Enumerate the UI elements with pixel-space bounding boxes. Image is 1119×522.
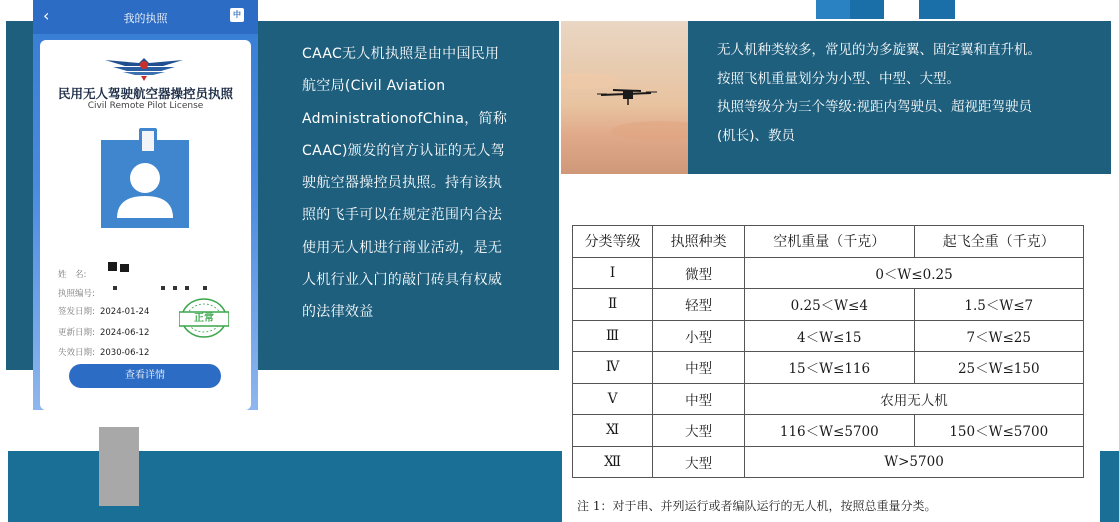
redacted-number xyxy=(161,286,165,290)
table-cell: 微型 xyxy=(653,257,745,289)
intro-line: 的法律效益 xyxy=(302,304,374,321)
redacted-number xyxy=(113,286,117,290)
field-value: 2030-06-12 xyxy=(99,348,150,358)
field-value: 2024-01-24 xyxy=(99,307,150,317)
table-cell: 0.25＜W≤4 xyxy=(745,289,914,321)
table-header-row xyxy=(573,226,1084,258)
field-name xyxy=(58,262,86,281)
license-title: 民用无人驾驶航空器操控员执照 xyxy=(57,86,233,101)
table-cell: 15＜W≤116 xyxy=(745,352,914,384)
intro-line: 使用无人机进行商业活动，是无 xyxy=(302,239,503,256)
table-row xyxy=(573,257,1084,289)
license-subtitle: Civil Remote Pilot License xyxy=(87,101,204,111)
info-line: (机长)、教员 xyxy=(717,127,796,144)
field-label: 失效日期: xyxy=(58,348,95,358)
intro-line: 航空局(Civil Aviation xyxy=(302,78,446,95)
view-details-button[interactable]: 查看详情 xyxy=(69,364,221,388)
table-cell: 中型 xyxy=(653,352,745,384)
table-cell: Ⅱ xyxy=(573,289,653,321)
intro-line: AdministrationofChina，简称 xyxy=(302,110,508,127)
table-cell: 农用无人机 xyxy=(745,383,1084,415)
table-cell: 中型 xyxy=(653,383,745,415)
table-cell: 轻型 xyxy=(653,289,745,321)
intro-paragraph xyxy=(302,38,542,329)
table-cell: 1.5＜W≤7 xyxy=(914,289,1083,321)
table-cell: 116＜W≤5700 xyxy=(745,415,914,447)
intro-line: 人机行业入门的敲门砖具有权威 xyxy=(302,272,503,289)
language-icon[interactable]: 中 xyxy=(230,8,244,22)
table-footnote: 注 1：对于串、并列运行或者编队运行的无人机，按照总重量分类。 xyxy=(577,499,937,513)
table-cell: 150＜W≤5700 xyxy=(914,415,1083,447)
table-cell: Ⅺ xyxy=(573,415,653,447)
info-line: 无人机种类较多，常见的为多旋翼、固定翼和直升机。 xyxy=(717,42,1041,58)
table-row xyxy=(573,383,1084,415)
table-cell: 大型 xyxy=(653,446,745,478)
decor-square xyxy=(816,0,884,19)
table-cell: 大型 xyxy=(653,415,745,447)
background-band-bottom-right xyxy=(1100,451,1119,522)
drone-photo xyxy=(561,21,688,174)
table-cell: 7＜W≤25 xyxy=(914,320,1083,352)
table-cell: 25＜W≤150 xyxy=(914,352,1083,384)
table-row xyxy=(573,320,1084,352)
redacted-number xyxy=(173,286,177,290)
table-cell: 0＜W≤0.25 xyxy=(745,257,1084,289)
field-expiry-date xyxy=(58,340,149,359)
table-cell: W>5700 xyxy=(745,446,1084,478)
table-cell: Ⅻ xyxy=(573,446,653,478)
info-line: 执照等级分为三个等级:视距内驾驶员、超视距驾驶员 xyxy=(717,99,1033,115)
back-icon[interactable]: ‹ xyxy=(43,6,50,25)
field-label: 执照编号: xyxy=(58,289,95,299)
phone-header xyxy=(33,0,258,34)
table-cell: Ⅳ xyxy=(573,352,653,384)
table-row xyxy=(573,289,1084,321)
table-row xyxy=(573,446,1084,478)
table-header: 执照种类 xyxy=(653,226,745,258)
drone-info-text xyxy=(717,36,1102,150)
caac-wings-logo-icon xyxy=(103,54,185,82)
table-header: 分类等级 xyxy=(573,226,653,258)
field-label: 姓 名: xyxy=(58,270,87,280)
phone-page-title: 我的执照 xyxy=(123,12,168,25)
phone-screenshot xyxy=(33,0,258,410)
table-row xyxy=(573,415,1084,447)
badge-clip xyxy=(139,128,157,154)
intro-line: CAAC无人机执照是由中国民用 xyxy=(302,46,500,62)
field-value: 2024-06-12 xyxy=(99,328,150,338)
table-cell: Ⅴ xyxy=(573,383,653,415)
intro-line: CAAC)颁发的官方认证的无人驾 xyxy=(302,142,506,159)
table-header: 起飞全重（千克） xyxy=(914,226,1083,258)
intro-line: 驶航空器操控员执照。持有该执 xyxy=(302,175,503,192)
status-badge: 正常 xyxy=(194,313,214,324)
status-stamp xyxy=(179,296,229,340)
grey-block xyxy=(99,427,139,506)
field-update-date xyxy=(58,320,149,339)
table-row xyxy=(573,352,1084,384)
decor-square xyxy=(919,0,955,19)
redacted-name xyxy=(120,264,129,272)
field-label: 更新日期: xyxy=(58,328,95,338)
table-header: 空机重量（千克） xyxy=(745,226,914,258)
info-line: 按照飞机重量划分为小型、中型、大型。 xyxy=(717,70,960,87)
drone-icon xyxy=(561,21,688,174)
field-issue-date xyxy=(58,299,149,318)
background-band-bottom xyxy=(8,451,562,522)
redacted-name xyxy=(108,262,117,271)
intro-line: 照的飞手可以在规定范围内合法 xyxy=(302,207,503,224)
redacted-number xyxy=(203,286,207,290)
field-label: 签发日期: xyxy=(58,307,95,317)
table-cell: Ⅲ xyxy=(573,320,653,352)
table-cell: 小型 xyxy=(653,320,745,352)
field-license-number xyxy=(58,281,95,300)
table-cell: 4＜W≤15 xyxy=(745,320,914,352)
redacted-number xyxy=(185,286,189,290)
classification-table xyxy=(572,225,1084,478)
table-cell: I xyxy=(573,257,653,289)
